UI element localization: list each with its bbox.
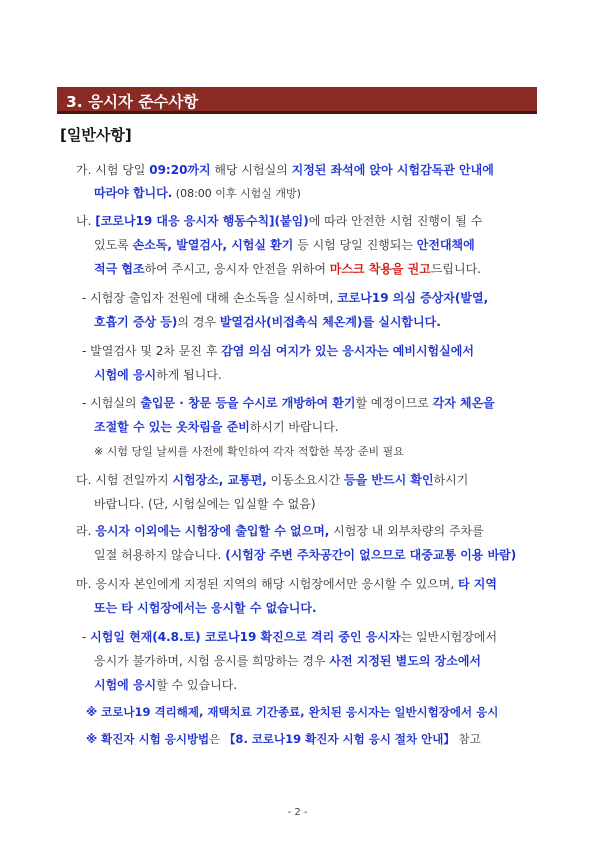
item-na-sub1-line2: 호흡기 증상 등)의 경우 발열검사(비접촉식 체온계)를 실시합니다. bbox=[94, 315, 441, 329]
item-da-line1: 다. 시험 전일까지 시험장소, 교통편, 이동소요시간 등을 반드시 확인하시기 bbox=[76, 473, 469, 487]
item-na-line2: 있도록 손소독, 발열검사, 시험실 환기 등 시험 당일 진행되는 안전대책에 bbox=[94, 238, 475, 252]
item-na-sub2-line2: 시험에 응시하게 됩니다. bbox=[94, 368, 222, 382]
item-na-line3: 적극 협조하여 주시고, 응시자 안전을 위하여 마스크 착용을 권고드립니다. bbox=[94, 262, 482, 276]
item-ma-line2: 또는 타 시험장에서는 응시할 수 없습니다. bbox=[94, 601, 317, 615]
item-na-sub3-line1: - 시험실의 출입문 · 창문 등을 수시로 개방하여 환기할 예정이므로 각자 체온을 bbox=[82, 396, 495, 410]
item-na-line1: 나. [코로나19 대응 응시자 행동수칙](붙임)에 따라 안전한 시험 진행이 될 수 bbox=[76, 214, 483, 228]
item-na-note: ※ 시험 당일 날씨를 사전에 확인하여 각자 적합한 복장 준비 필요 bbox=[94, 445, 404, 458]
section-title: 3. 응시자 준수사항 bbox=[66, 93, 199, 111]
item-ma-sub1-line3: 시험에 응시할 수 있습니다. bbox=[94, 678, 238, 692]
item-ra-line1: 라. 응시자 이외에는 시험장에 출입할 수 없으며, 시험장 내 외부차량의 주차를 bbox=[76, 524, 484, 538]
item-na-sub3-line2: 조절할 수 있는 옷차림을 준비하시기 바랍니다. bbox=[94, 420, 339, 434]
item-ma-sub1-line1: - 시험일 현재(4.8.토) 코로나19 확진으로 격리 중인 응시자는 일반시험장에서 bbox=[82, 630, 498, 644]
item-ra-line2: 일절 허용하지 않습니다. (시험장 주변 주차공간이 없으므로 대중교통 이용 바람) bbox=[94, 548, 517, 562]
page-number: - 2 - bbox=[287, 807, 308, 818]
subsection-title: [일반사항] bbox=[60, 126, 132, 144]
item-ga-line2: 따라야 합니다. (08:00 이후 시험실 개방) bbox=[94, 186, 301, 200]
item-ma-line1: 마. 응시자 본인에게 지정된 지역의 해당 시험장에서만 응시할 수 있으며, 타 지역 bbox=[76, 577, 497, 591]
item-ga-line1: 가. 시험 당일 09:20까지 해당 시험실의 지정된 좌석에 앉아 시험감독관 안내에 bbox=[76, 163, 494, 177]
item-ma-sub1-line2: 응시가 불가하며, 시험 응시를 희망하는 경우 사전 지정된 별도의 장소에서 bbox=[94, 654, 481, 668]
item-ma-note1: ※ 코로나19 격리해제, 재택치료 기간종료, 완치된 응시자는 일반시험장에서 응시 bbox=[86, 705, 499, 719]
item-da-line2: 바랍니다. (단, 시험실에는 입실할 수 없음) bbox=[94, 497, 316, 511]
section-header bbox=[57, 87, 537, 114]
item-na-sub2-line1: - 발열검사 및 2차 문진 후 감염 의심 여지가 있는 응시자는 예비시험실에서 bbox=[82, 344, 474, 358]
item-na-sub1-line1: - 시험장 출입자 전원에 대해 손소독을 실시하며, 코로나19 의심 증상자(발열, bbox=[82, 291, 489, 305]
item-ma-note2: ※ 확진자 시험 응시방법은 【8. 코로나19 확진자 시험 응시 절차 안내】 참고 bbox=[86, 732, 481, 746]
